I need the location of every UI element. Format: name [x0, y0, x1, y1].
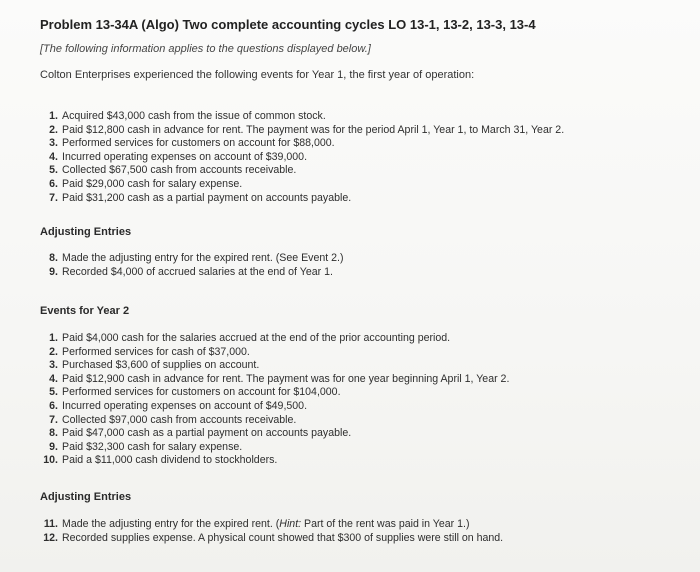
- list-item: 6. Incurred operating expenses on account of $49,500.: [49, 399, 308, 412]
- list-item: 3. Purchased $3,600 of supplies on account.: [49, 359, 260, 372]
- list-item: 9. Paid $32,300 cash for salary expense.: [49, 440, 243, 453]
- list-item: 3. Performed services for customers on account for $88,000.: [49, 137, 335, 150]
- list-item: 5. Performed services for customers on account for $104,000.: [49, 386, 341, 399]
- year2-events-list: [37, 332, 509, 468]
- list-item: 4. Paid $12,900 cash in advance for rent. The payment was for one year beginning April 1, Year 2.: [49, 372, 510, 385]
- list-item: 2. Paid $12,800 cash in advance for rent. The payment was for the period April 1, Year 1, to March 31, Year 2.: [49, 123, 565, 136]
- list-item: 9. Recorded $4,000 of accrued salaries at the end of Year 1.: [49, 265, 333, 278]
- intro-text: Colton Enterprises experienced the following events for Year 1, the first year of operation:: [40, 69, 475, 81]
- list-item: 8. Made the adjusting entry for the expired rent. (See Event 2.): [49, 252, 344, 264]
- year2-adjusting-heading: Adjusting Entries: [40, 491, 132, 503]
- year1-events-list: [44, 110, 564, 205]
- year1-adjusting-list: [44, 252, 343, 279]
- year2-events-heading: Events for Year 2: [40, 305, 130, 317]
- list-item: 8. Paid $47,000 cash as a partial payment on accounts payable.: [49, 427, 352, 440]
- list-item: 7. Paid $31,200 cash as a partial payment on accounts payable.: [49, 191, 352, 204]
- hint-label: Hint:: [279, 518, 302, 530]
- info-note: [The following information applies to the questions displayed below.]: [40, 43, 371, 55]
- list-item: 5. Collected $67,500 cash from accounts receivable.: [49, 164, 297, 177]
- list-item: 1. Paid $4,000 cash for the salaries accrued at the end of the prior accounting period.: [49, 332, 451, 344]
- list-item: 11. Made the adjusting entry for the expired rent. (Hint: Part of the rent was paid in Year 1.): [43, 518, 470, 530]
- year2-adjusting-list: [37, 518, 503, 545]
- list-item: 6. Paid $29,000 cash for salary expense.: [49, 177, 243, 190]
- list-item: 4. Incurred operating expenses on account of $39,000.: [49, 150, 308, 163]
- list-item: 1. Acquired $43,000 cash from the issue of common stock.: [49, 110, 326, 122]
- problem-title: Problem 13-34A (Algo) Two complete accounting cycles LO 13-1, 13-2, 13-3, 13-4: [40, 17, 536, 32]
- adjusting-entries-heading: Adjusting Entries: [40, 226, 132, 238]
- list-item: 2. Performed services for cash of $37,000.: [49, 345, 250, 358]
- list-item: 10. Paid a $11,000 cash dividend to stockholders.: [43, 454, 278, 467]
- list-item: 7. Collected $97,000 cash from accounts receivable.: [49, 413, 297, 426]
- list-item: 12. Recorded supplies expense. A physical count showed that $300 of supplies were still on hand.: [43, 531, 504, 544]
